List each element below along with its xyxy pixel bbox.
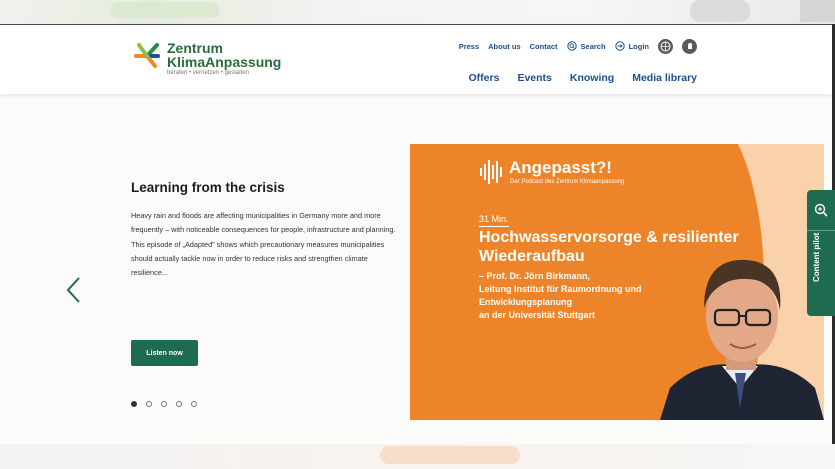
slide-description: Heavy rain and floods are affecting municipalities in Germany more and more frequently – with noticeable consequences for people, infrastructure and planning. This episode of „Adapted" shows which precautionary measures municipalities should actually tackle now in order to reduce risks and strengthen climate resilience... [131,211,396,278]
nav-about-us[interactable]: About us [488,41,521,51]
utility-nav [459,38,697,54]
podcast-teaser-image[interactable] [410,144,824,420]
logo-mark-icon [133,39,165,71]
slider-pagination [131,401,197,407]
slide-text [131,180,401,280]
nav-media-library[interactable]: Media library [632,72,697,84]
slide-dot-3[interactable] [161,401,167,407]
slide-dot-4[interactable] [176,401,182,407]
login-button[interactable] [615,41,649,51]
nav-knowing[interactable]: Knowing [569,72,615,84]
speaker-portrait [660,238,824,420]
podcast-duration: 31 Min. [479,214,509,227]
content-pilot-label: Content pilot [812,232,821,282]
content-pilot-tab[interactable] [807,190,835,316]
speaker-line: Leitung Institut für Raumordnung und [479,284,642,294]
speaker-line: an der Universität Stuttgart [479,310,596,320]
nav-events[interactable]: Events [517,72,552,84]
slide-dot-2[interactable] [146,401,152,407]
podcast-title: Angepasst?! [509,158,612,177]
search-button[interactable] [567,41,606,51]
content-pilot-search-icon [814,203,828,217]
speaker-line: Entwicklungsplanung [479,297,573,307]
sign-language-icon[interactable] [682,39,697,54]
accessibility-icon[interactable] [658,39,673,54]
logo-tagline: beraten • vernetzen • gestalten [167,70,249,76]
podcast-subtitle: Der Podcast des Zentrum Klimaanpassung [510,179,625,185]
page-bottom-strip [0,444,835,469]
main-nav [469,72,697,84]
nav-contact[interactable]: Contact [529,41,558,51]
site-logo[interactable] [133,37,303,79]
slide-dot-5[interactable] [191,401,197,407]
nav-offers[interactable]: Offers [468,72,500,84]
search-icon [567,41,577,51]
login-icon [615,41,625,51]
login-label: Login [628,41,649,51]
logo-line-1: Zentrum [167,40,223,56]
slide-title: Learning from the crisis [131,180,285,195]
browser-top-strip [0,0,835,24]
slide-dot-1[interactable] [131,401,137,407]
sound-wave-icon [480,159,502,185]
podcast-headline: Hochwasservorsorge & resilienter Wiederaufbau [479,229,739,265]
search-label: Search [580,41,606,51]
site-header [0,24,832,94]
logo-line-2: KlimaAnpassung [167,54,282,70]
prev-slide-arrow-icon[interactable] [64,276,84,304]
listen-now-button[interactable]: Listen now [131,340,198,366]
nav-press[interactable]: Press [458,41,480,51]
speaker-line: – Prof. Dr. Jörn Birkmann, [479,271,591,281]
